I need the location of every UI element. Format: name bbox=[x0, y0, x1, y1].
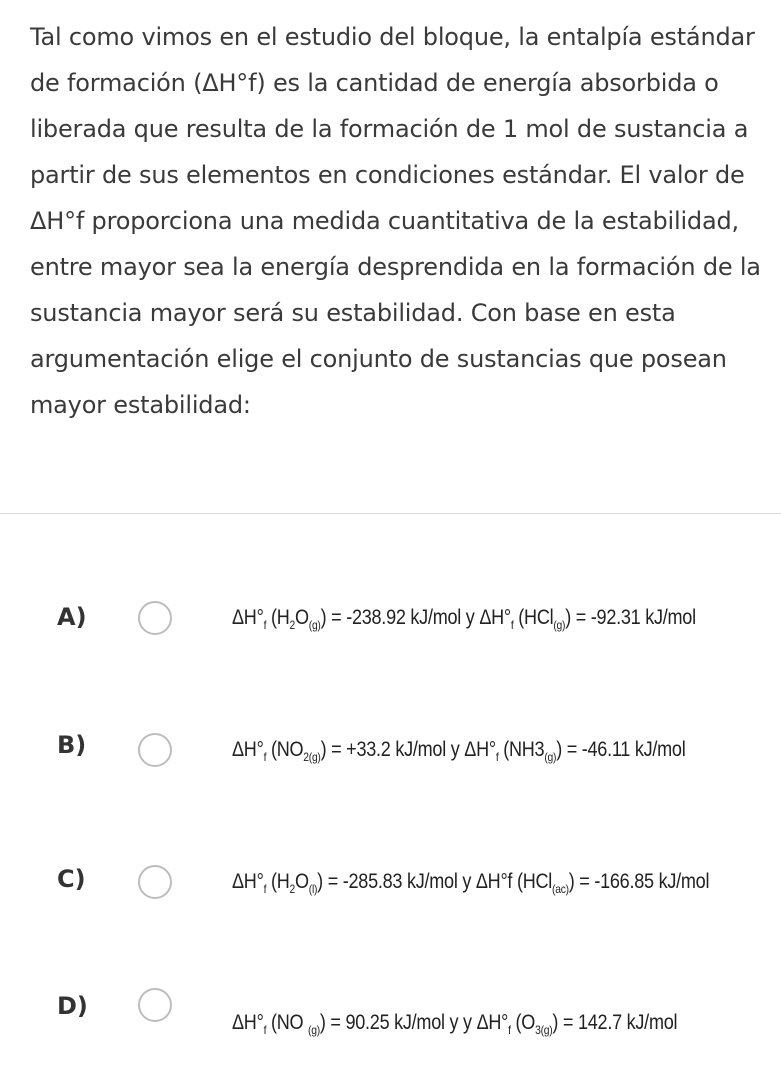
option-formula: $\Delta H^\circ_f$ $(NO_{2(g)}) = +33.2$ kJ/mol y $\Delta H^\circ_f$ $(NH3_{(g)}) = -46.11$ kJ/mol bbox=[232, 738, 686, 764]
option-a[interactable] bbox=[0, 590, 781, 650]
option-c[interactable] bbox=[0, 852, 781, 912]
radio-button-b[interactable] bbox=[138, 733, 172, 767]
radio-button-c[interactable] bbox=[138, 865, 172, 899]
option-letter: A) bbox=[57, 603, 87, 631]
option-formula: $\Delta H^\circ_f$ $(H_2O_{(l)}) = -285.83$ kJ/mol y ΔH°f (HCl$_{(ac)}$) = -166.85 kJ/mol bbox=[232, 870, 710, 896]
radio-button-a[interactable] bbox=[138, 601, 172, 635]
divider bbox=[0, 513, 781, 514]
option-formula: $\Delta H^\circ_f$ $(H_2O_{(g)}) = -238.92$ kJ/mol y $\Delta H^\circ_f$ (HCl$_{(g)}$) = -92.31 kJ/mol bbox=[232, 606, 696, 632]
option-letter: C) bbox=[57, 865, 86, 893]
option-formula: $\Delta H^\circ_f$ (NO $_{(g)}$) = 90.25 kJ/mol y y $\Delta H^\circ_f$ $(O_{3(g)}) = 142.7$ kJ/mol bbox=[232, 1011, 678, 1037]
option-b[interactable] bbox=[0, 718, 781, 778]
question-text: Tal como vimos en el estudio del bloque, la entalpía estándar de formación (ΔH°f) es la cantidad de energía absorbida o liberada que resulta de la formación de 1 mol de sustancia a partir de sus elementos en condiciones estándar. El valor de ΔH°f proporciona una medida cuantitativa de la estabilidad, entre mayor sea la energía desprendida en la formación de la sustancia mayor será su estabilidad. Con base en esta argumentación elige el conjunto de sustancias que posean mayor estabilidad: bbox=[30, 23, 761, 419]
option-d[interactable] bbox=[0, 975, 781, 1035]
option-letter: B) bbox=[57, 731, 87, 759]
radio-button-d[interactable] bbox=[138, 988, 172, 1022]
option-letter: D) bbox=[57, 992, 88, 1020]
